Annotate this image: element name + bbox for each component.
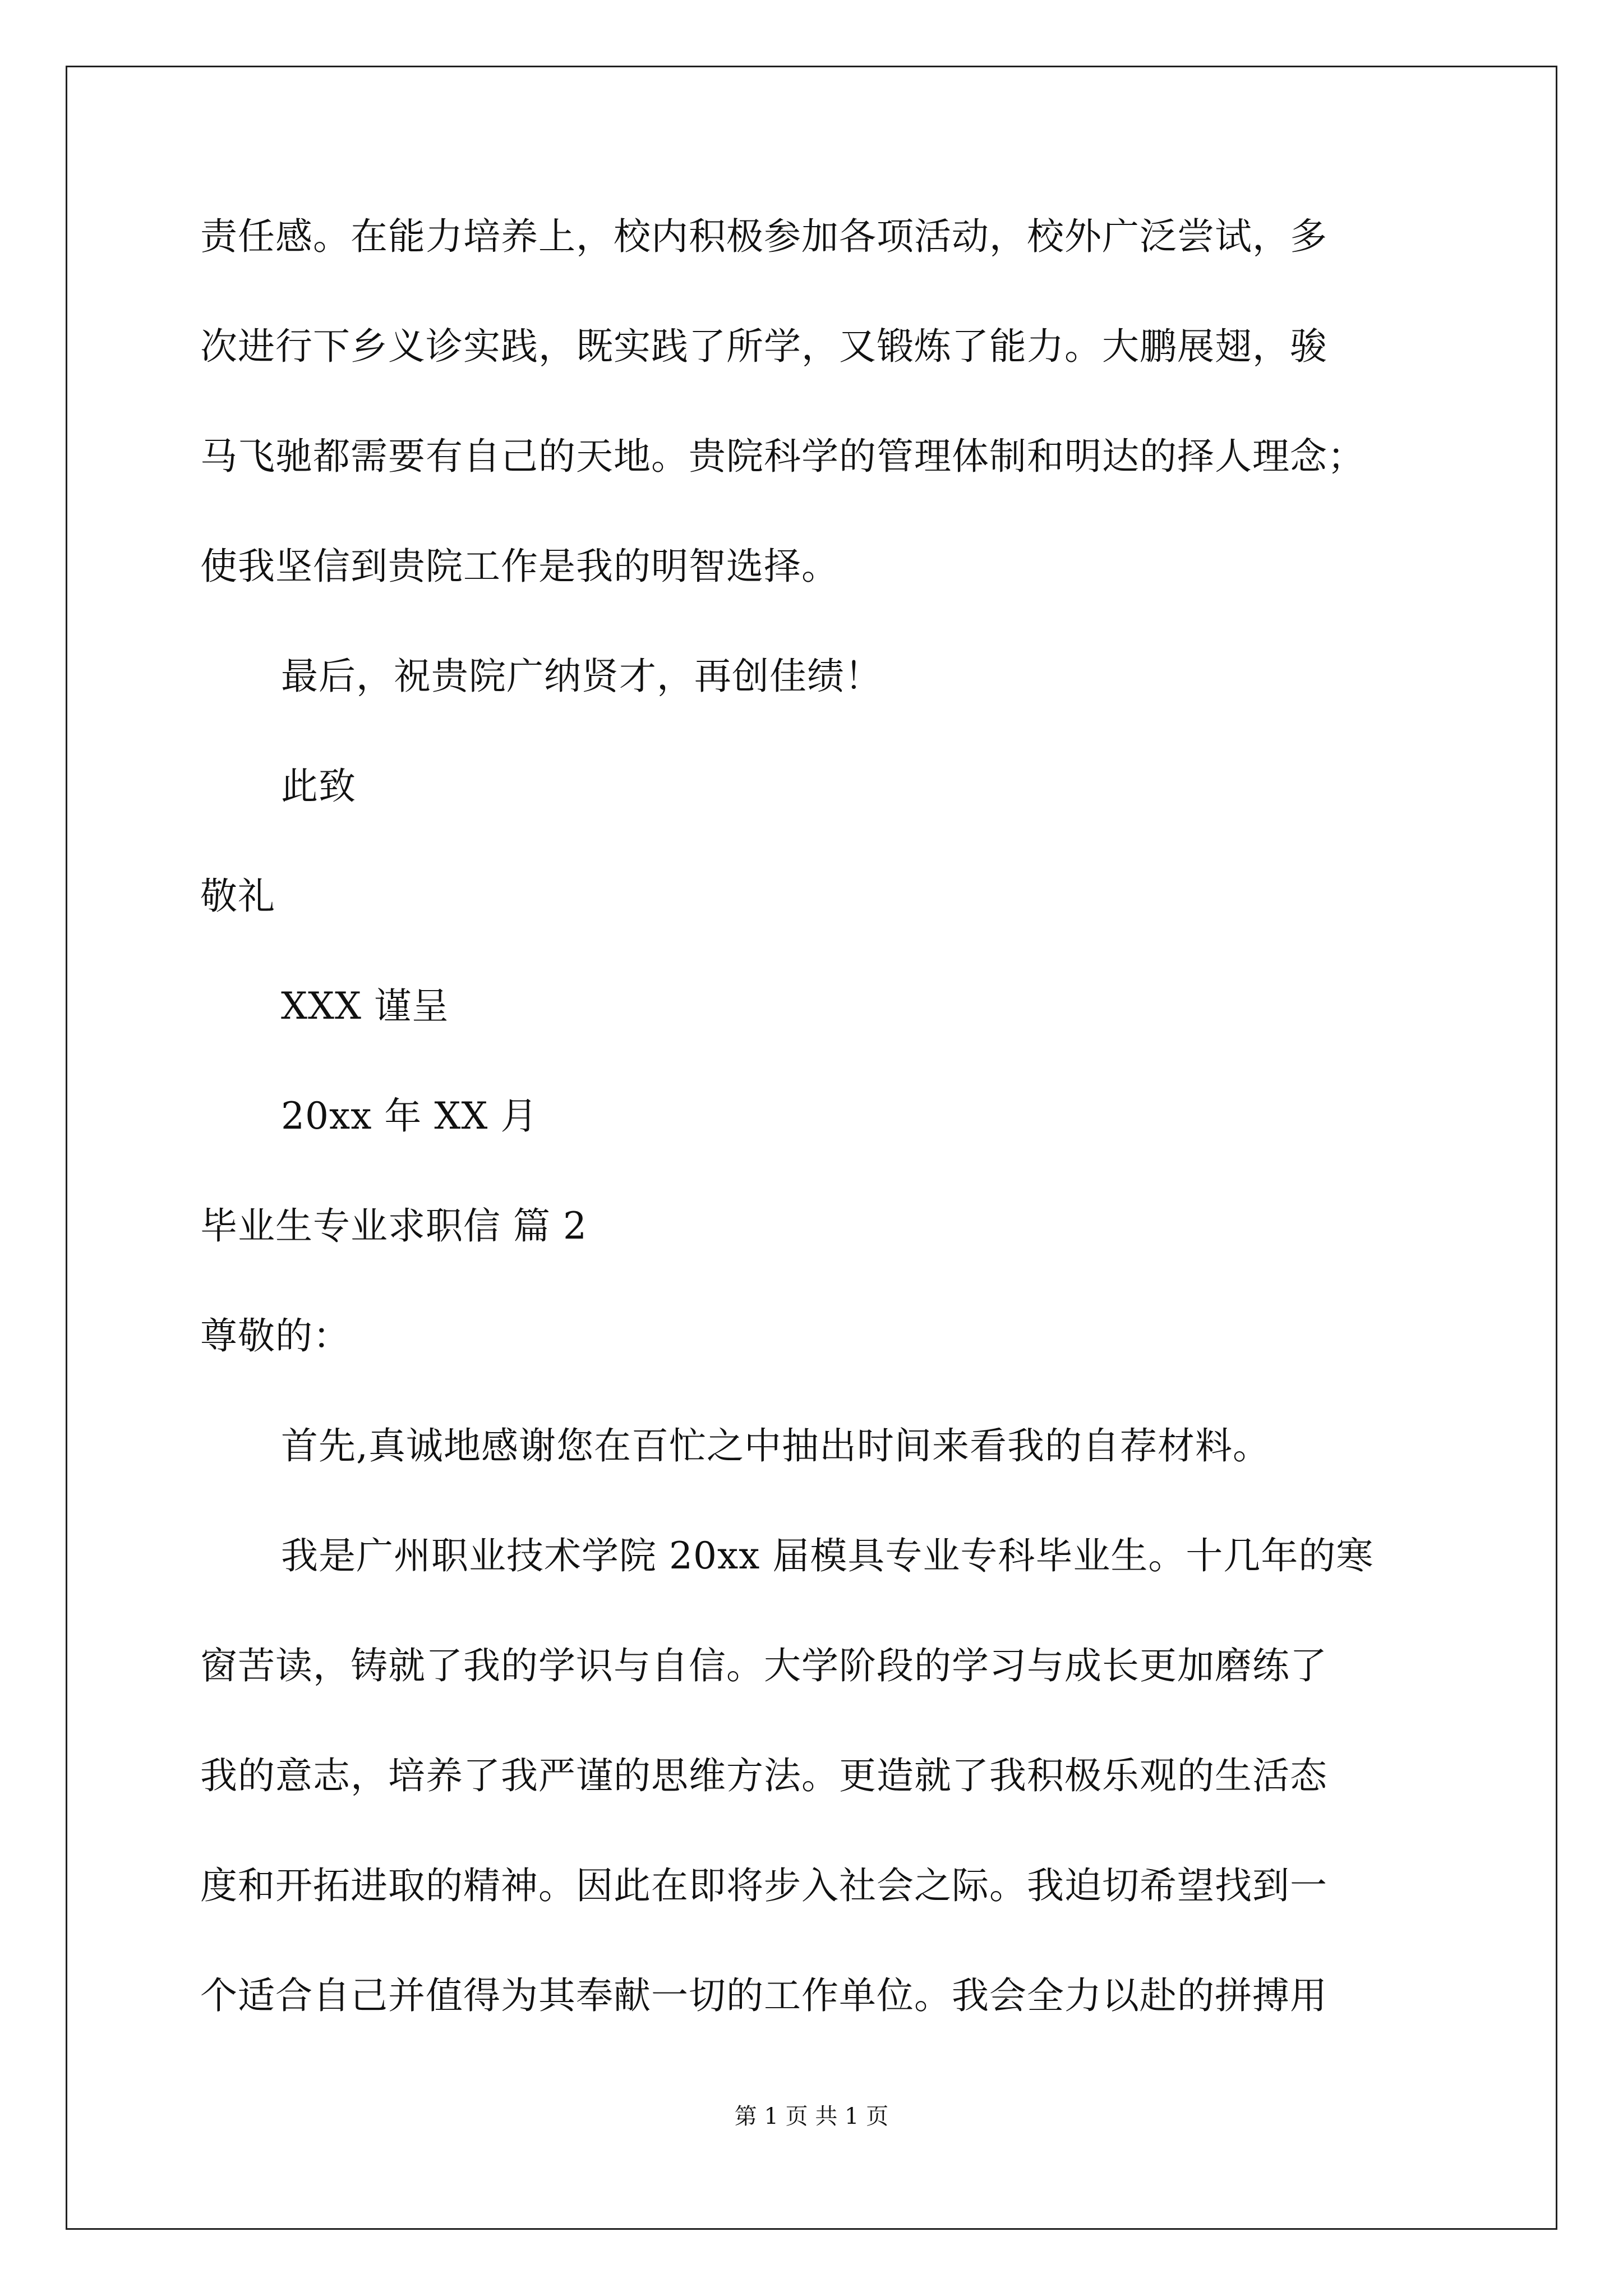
body-line: 我是广州职业技术学院 20xx 届模具专业专科毕业生。十几年的寒 (281, 1534, 1374, 1577)
paragraph-line: 使我坚信到贵院工作是我的明智选择。 (200, 545, 839, 588)
closing-wish: 最后，祝贵院广纳贤才，再创佳绩！ (281, 655, 882, 698)
body-line: 度和开拓进取的精神。因此在即将步入社会之际。我迫切希望找到一 (200, 1864, 1327, 1907)
letter-date: 20xx 年 XX 月 (281, 1094, 538, 1138)
paragraph-line: 次进行下乡义诊实践，既实践了所学，又锻炼了能力。大鹏展翅，骏 (200, 325, 1327, 368)
section-title: 毕业生专业求职信 篇 2 (200, 1204, 587, 1248)
paragraph-line: 责任感。在能力培养上，校内积极参加各项活动，校外广泛尝试，多 (200, 215, 1327, 258)
page-footer: 第 1 页 共 1 页 (734, 2104, 889, 2129)
intro-paragraph: 首先,真诚地感谢您在百忙之中抽出时间来看我的自荐材料。 (281, 1424, 1270, 1467)
body-line: 个适合自己并值得为其奉献一切的工作单位。我会全力以赴的拼搏用 (200, 1974, 1327, 2017)
salutation-close: 此致 (281, 765, 356, 808)
regards: 敬礼 (200, 875, 275, 918)
body-line: 窗苦读，铸就了我的学识与自信。大学阶段的学习与成长更加磨练了 (200, 1644, 1327, 1687)
greeting: 尊敬的： (200, 1314, 351, 1358)
paragraph-line: 马飞驰都需要有自己的天地。贵院科学的管理体制和明达的择人理念； (200, 435, 1365, 478)
signature: XXX 谨呈 (281, 984, 449, 1028)
body-line: 我的意志，培养了我严谨的思维方法。更造就了我积极乐观的生活态 (200, 1754, 1327, 1797)
